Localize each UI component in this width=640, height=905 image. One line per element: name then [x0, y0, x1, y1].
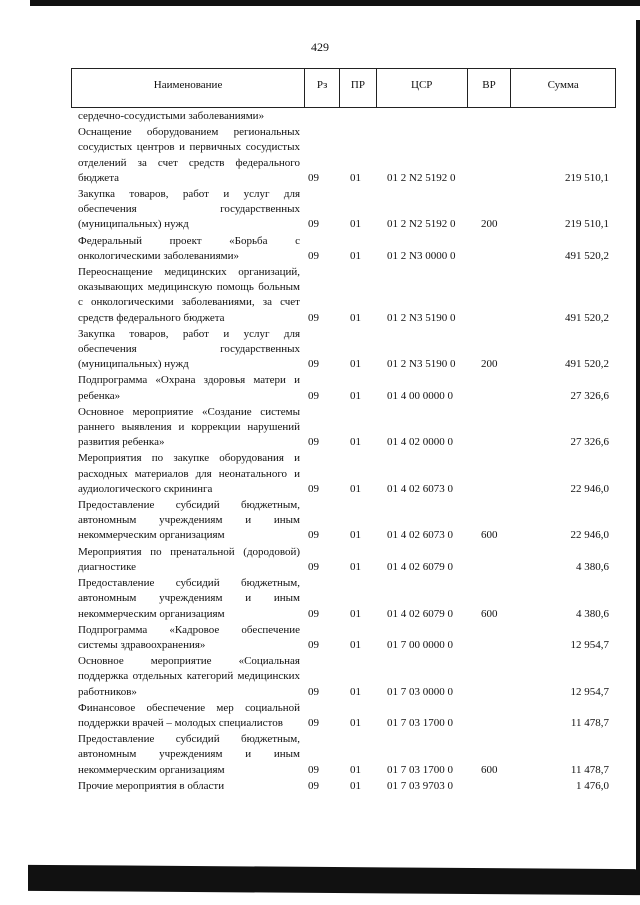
row-sum: 4 380,6 — [576, 560, 609, 573]
row-sum: 491 520,2 — [565, 358, 609, 371]
row-pr: 01 — [350, 389, 361, 402]
row-pr: 01 — [350, 218, 361, 231]
row-pr: 01 — [350, 529, 361, 542]
header-name: Наименование — [72, 69, 305, 107]
row-name: Мероприятия по пренатальной (дородовой) диагностике — [78, 545, 300, 573]
row-csr: 01 2 N3 5190 0 — [387, 311, 456, 324]
row-name: Основное мероприятие «Социальная поддержка отдельных категорий медицинских работников» — [78, 655, 300, 698]
table-row — [78, 187, 623, 233]
row-rz: 09 — [308, 389, 319, 402]
row-csr: 01 7 03 0000 0 — [387, 685, 453, 698]
row-pr: 01 — [350, 638, 361, 651]
header-pr: ПР — [340, 69, 377, 107]
row-name: Предоставление субсидий бюджетным, автономным учреждениям и иным некоммерческим организациям — [78, 499, 300, 542]
row-rz: 09 — [308, 218, 319, 231]
row-sum: 12 954,7 — [570, 685, 609, 698]
row-csr: 01 4 00 0000 0 — [387, 389, 453, 402]
table-header — [71, 68, 616, 108]
table-row — [78, 109, 623, 124]
row-csr: 01 4 02 6073 0 — [387, 482, 453, 495]
row-sum: 12 954,7 — [570, 638, 609, 651]
row-csr: 01 7 03 1700 0 — [387, 763, 453, 776]
row-csr: 01 4 02 0000 0 — [387, 436, 453, 449]
row-rz: 09 — [308, 607, 319, 620]
row-sum: 1 476,0 — [576, 779, 609, 792]
row-csr: 01 4 02 6073 0 — [387, 529, 453, 542]
table-body — [78, 109, 623, 794]
table-row — [78, 576, 623, 622]
row-name: Федеральный проект «Борьба с онкологическими заболеваниями» — [78, 234, 300, 262]
row-rz: 09 — [308, 436, 319, 449]
row-vr: 600 — [481, 607, 498, 620]
row-sum: 27 326,6 — [570, 436, 609, 449]
row-rz: 09 — [308, 249, 319, 262]
header-sum: Сумма — [547, 79, 579, 91]
header-vr: ВР — [468, 69, 512, 107]
row-pr: 01 — [350, 560, 361, 573]
row-sum: 4 380,6 — [576, 607, 609, 620]
row-name: сердечно-сосудистыми заболеваниями» — [78, 110, 265, 122]
row-csr: 01 2 N2 5192 0 — [387, 171, 456, 184]
row-rz: 09 — [308, 358, 319, 371]
page-number: 429 — [311, 40, 329, 54]
table-row — [78, 234, 623, 264]
table-row — [78, 265, 623, 326]
row-sum: 22 946,0 — [570, 529, 609, 542]
row-csr: 01 2 N3 5190 0 — [387, 358, 456, 371]
scan-border-right — [636, 20, 640, 880]
row-csr: 01 7 03 1700 0 — [387, 716, 453, 729]
row-rz: 09 — [308, 311, 319, 324]
row-name: Мероприятия по закупке оборудования и расходных материалов для неонатального и аудиологического скрининга — [78, 452, 300, 495]
row-rz: 09 — [308, 779, 319, 792]
row-vr: 600 — [481, 529, 498, 542]
row-name: Предоставление субсидий бюджетным, автономным учреждениям и иным некоммерческим организациям — [78, 733, 300, 776]
row-name: Закупка товаров, работ и услуг для обеспечения государственных (муниципальных) нужд — [78, 327, 300, 371]
row-name: Закупка товаров, работ и услуг для обеспечения государственных (муниципальных) нужд — [78, 188, 300, 231]
row-sum: 11 478,7 — [570, 716, 609, 729]
row-sum: 491 520,2 — [565, 311, 609, 324]
row-name: Переоснащение медицинских организаций, оказывающих медицинскую помощь больным с онкологическими заболеваниями, за счет средств федерального бюджета — [78, 266, 300, 324]
row-rz: 09 — [308, 685, 319, 698]
row-sum: 27 326,6 — [570, 389, 609, 402]
table-row — [78, 654, 623, 700]
row-pr: 01 — [350, 249, 361, 262]
row-pr: 01 — [350, 763, 361, 776]
row-pr: 01 — [350, 716, 361, 729]
row-rz: 09 — [308, 560, 319, 573]
row-rz: 09 — [308, 638, 319, 651]
row-sum: 219 510,1 — [565, 171, 609, 184]
row-pr: 01 — [350, 171, 361, 184]
row-rz: 09 — [308, 171, 319, 184]
row-pr: 01 — [350, 311, 361, 324]
header-csr: ЦСР — [377, 69, 468, 107]
row-pr: 01 — [350, 779, 361, 792]
table-row — [78, 498, 623, 544]
table-row — [78, 779, 623, 794]
row-pr: 01 — [350, 358, 361, 371]
table-row — [78, 373, 623, 403]
table-row — [78, 701, 623, 731]
table-row — [78, 405, 623, 451]
table-row — [78, 451, 623, 497]
row-vr: 600 — [481, 763, 498, 776]
row-sum: 219 510,1 — [565, 218, 609, 231]
row-csr: 01 7 00 0000 0 — [387, 638, 453, 651]
scan-border-bottom — [28, 865, 640, 895]
row-vr: 200 — [481, 218, 498, 231]
header-rz: Рз — [305, 69, 340, 107]
row-csr: 01 2 N3 0000 0 — [387, 249, 456, 262]
row-pr: 01 — [350, 685, 361, 698]
row-pr: 01 — [350, 607, 361, 620]
row-sum: 11 478,7 — [570, 763, 609, 776]
row-name: Подпрограмма «Охрана здоровья матери и ребенка» — [78, 374, 300, 402]
row-name: Финансовое обеспечение мер социальной поддержки врачей – молодых специалистов — [78, 701, 300, 729]
row-rz: 09 — [308, 482, 319, 495]
row-sum: 491 520,2 — [565, 249, 609, 262]
scan-border-top — [30, 0, 640, 6]
table-row — [78, 623, 623, 653]
table-row — [78, 125, 623, 186]
row-name: Оснащение оборудованием региональных сосудистых центров и первичных сосудистых отделений за счет средств федерального бюджета — [78, 126, 300, 184]
row-csr: 01 7 03 9703 0 — [387, 779, 453, 792]
row-rz: 09 — [308, 529, 319, 542]
table-row — [78, 732, 623, 778]
row-pr: 01 — [350, 436, 361, 449]
row-name: Основное мероприятие «Создание системы раннего выявления и коррекции нарушений развития ребенка» — [78, 405, 300, 449]
table-row — [78, 545, 623, 575]
row-vr: 200 — [481, 358, 498, 371]
row-csr: 01 2 N2 5192 0 — [387, 218, 456, 231]
row-name: Подпрограмма «Кадровое обеспечение системы здравоохранения» — [78, 623, 300, 651]
row-rz: 09 — [308, 716, 319, 729]
row-pr: 01 — [350, 482, 361, 495]
row-csr: 01 4 02 6079 0 — [387, 607, 453, 620]
row-sum: 22 946,0 — [570, 482, 609, 495]
row-rz: 09 — [308, 763, 319, 776]
row-name: Прочие мероприятия в области — [78, 779, 225, 792]
row-name: Предоставление субсидий бюджетным, автономным учреждениям и иным некоммерческим организациям — [78, 577, 300, 620]
row-csr: 01 4 02 6079 0 — [387, 560, 453, 573]
table-row — [78, 327, 623, 373]
